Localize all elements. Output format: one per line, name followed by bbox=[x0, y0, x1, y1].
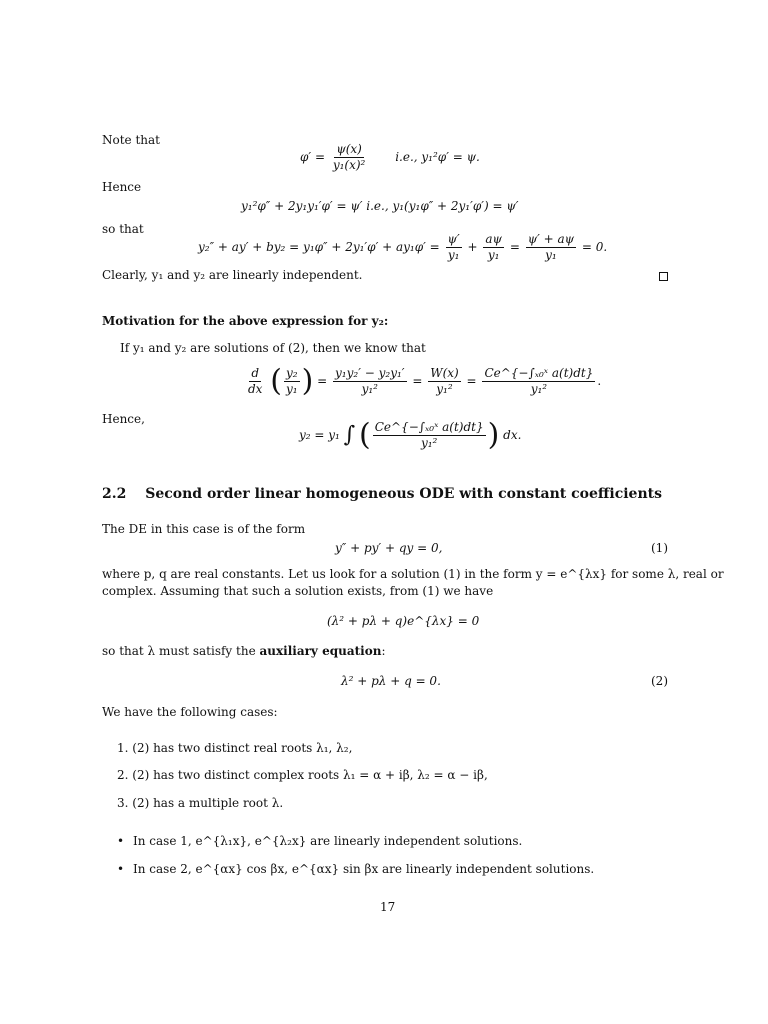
bullet-icon: • bbox=[117, 862, 125, 876]
fraction-numerator: ψ′ + aψ bbox=[527, 232, 575, 246]
fraction-denominator: y₁² bbox=[436, 382, 453, 396]
auxiliary-sentence bbox=[102, 644, 385, 658]
equation-2: λ² + pλ + q = 0. bbox=[341, 674, 441, 688]
hence-comma-text: Hence, bbox=[102, 412, 145, 426]
integral-sign-icon: ∫ bbox=[343, 422, 356, 448]
auxiliary-suffix: : bbox=[381, 644, 386, 658]
equation-2-number: (2) bbox=[651, 674, 668, 688]
case-list-item-3: 3. (2) has a multiple root λ. bbox=[117, 796, 284, 810]
section-number: 2.2 bbox=[102, 486, 127, 502]
integrand-fraction bbox=[373, 420, 486, 451]
derivative-operator bbox=[246, 366, 264, 397]
auxiliary-equation-label: auxiliary equation bbox=[259, 644, 382, 658]
following-cases-text: We have the following cases: bbox=[102, 705, 278, 719]
equation-hence: y₁²φ″ + 2y₁y₁′φ′ = ψ′ i.e., y₁(y₁φ″ + 2y₁′φ′) = ψ′ bbox=[241, 199, 519, 213]
wronskian-expanded-fraction bbox=[333, 366, 407, 397]
equation-y2-lhs: y₂ = y₁ bbox=[299, 428, 340, 442]
equation-y2-end: dx. bbox=[503, 428, 522, 442]
section-heading bbox=[102, 486, 662, 502]
fraction-denominator: y₁² bbox=[420, 436, 438, 450]
fraction-numerator: aψ bbox=[485, 232, 502, 246]
section-title: Second order linear homogeneous ODE with constant coefficients bbox=[145, 486, 662, 502]
motivation-intro: If y₁ and y₂ are solutions of (2), then we know that bbox=[120, 341, 426, 355]
fraction-denominator: y₁ bbox=[447, 248, 460, 262]
fraction-denominator: y₁² bbox=[361, 382, 378, 396]
auxiliary-prefix: so that λ must satisfy the bbox=[102, 644, 260, 658]
de-intro-text: The DE in this case is of the form bbox=[102, 522, 306, 536]
case-list-item-1: 1. (2) has two distinct real roots λ₁, λ₂, bbox=[117, 741, 353, 755]
equation-1-number: (1) bbox=[651, 541, 668, 555]
fraction-numerator: d bbox=[251, 366, 260, 380]
fraction-numerator: W(x) bbox=[430, 366, 459, 380]
page-number: 17 bbox=[380, 900, 396, 914]
equation-motivation: $\frac{d}{dx}$ ( $\frac{\text{y₂}}{\text{y₁}}$ ) = $\frac{\text{y₁y₂′ − y₂y₁′}}{\text{y₁²}}$ = $\frac{W(x)}{\text{y₁²}}$ = $\frac{\text{Ce\textasciicircum{}\{−∫ₓ₀ˣ a(t)dt\}}}{\text{y₁²}}$ . bbox=[248, 363, 602, 399]
equation-substitution: (λ² + pλ + q)e^{λx} = 0 bbox=[327, 614, 480, 628]
equation-so-that-end: = 0. bbox=[581, 240, 608, 254]
fraction-denominator: y₁(x)² bbox=[332, 158, 366, 172]
equation-phi-prime-fraction bbox=[331, 142, 368, 173]
qed-square-icon bbox=[659, 272, 668, 281]
equation-so-that-fraction-2 bbox=[483, 232, 504, 263]
bullet-icon: • bbox=[117, 834, 125, 848]
note-that-text: Note that bbox=[102, 133, 160, 147]
bullet-item-1: In case 1, e^{λ₁x}, e^{λ₂x} are linearly independent solutions. bbox=[133, 834, 523, 848]
motivation-heading: Motivation for the above expression for y₂: bbox=[102, 314, 389, 328]
fraction-numerator: y₁y₂′ − y₂y₁′ bbox=[335, 366, 405, 380]
equation-so-that: y₂″ + ay′ + by₂ = y₁φ″ + 2y₁′φ′ + ay₁φ′ = $\frac{\psi'}{\text{y₁}}$ + $\frac{a\psi}{\text{y₁}}$ = $\frac{\psi' + a\psi}{\text{y₁}}$ = 0. bbox=[198, 232, 608, 262]
hence-text: Hence bbox=[102, 180, 142, 194]
equation-so-that-fraction-1 bbox=[446, 232, 462, 263]
where-line-1: where p, q are real constants. Let us look for a solution (1) in the form y = e^{λx} for some λ, real or bbox=[102, 567, 724, 581]
fraction-numerator: ψ′ bbox=[447, 232, 460, 246]
fraction-numerator: ψ(x) bbox=[336, 142, 362, 156]
fraction-numerator: Ce^{−∫ₓ₀ˣ a(t)dt} bbox=[484, 366, 594, 380]
case-list-item-2: 2. (2) has two distinct complex roots λ₁ = α + iβ, λ₂ = α − iβ, bbox=[117, 768, 488, 782]
fraction-denominator: dx bbox=[248, 382, 263, 396]
equation-phi-prime-ie: i.e., y₁²φ′ = ψ. bbox=[395, 150, 480, 164]
equation-phi-prime bbox=[300, 142, 480, 173]
abel-fraction bbox=[482, 366, 595, 397]
fraction-numerator: Ce^{−∫ₓ₀ˣ a(t)dt} bbox=[374, 420, 484, 434]
equation-so-that-fraction-3 bbox=[526, 232, 576, 263]
clearly-text: Clearly, y₁ and y₂ are linearly independent. bbox=[102, 268, 363, 282]
equation-so-that-lhs: y₂″ + ay′ + by₂ = y₁φ″ + 2y₁′φ′ + ay₁φ′ = bbox=[198, 240, 440, 254]
fraction-denominator: y₁ bbox=[286, 382, 298, 396]
equation-1: y″ + py′ + qy = 0, bbox=[335, 541, 443, 555]
fraction-denominator: y₁ bbox=[487, 248, 500, 262]
fraction-denominator: y₁ bbox=[545, 248, 557, 262]
equation-y2-integral: y₂ = y₁ ∫ ( $\frac{\text{Ce\textasciicircum{}\{−∫ₓ₀ˣ a(t)dt\}}}{\text{y₁²}}$ ) dx. bbox=[299, 417, 522, 453]
fraction-numerator: y₂ bbox=[286, 366, 298, 380]
wronskian-fraction bbox=[428, 366, 460, 397]
where-line-2: complex. Assuming that such a solution exists, from (1) we have bbox=[102, 584, 494, 598]
so-that-text: so that bbox=[102, 222, 144, 236]
fraction-denominator: y₁² bbox=[530, 382, 548, 396]
ratio-y2-y1 bbox=[284, 366, 300, 397]
bullet-item-2: In case 2, e^{αx} cos βx, e^{αx} sin βx are linearly independent solutions. bbox=[133, 862, 595, 876]
equation-phi-prime-lhs: φ′ = bbox=[300, 150, 325, 164]
